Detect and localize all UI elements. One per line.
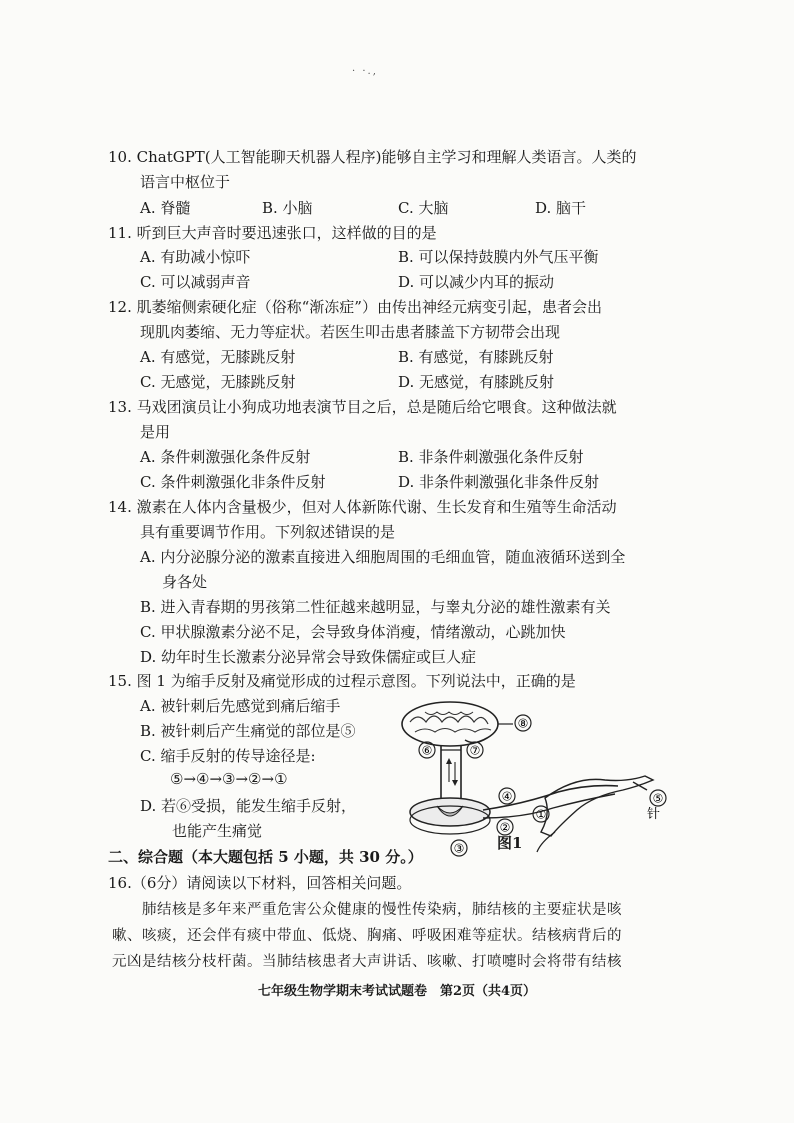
arm-illustration (537, 776, 653, 852)
q13-option-b: B. 非条件刺激强化条件反射 (398, 448, 584, 466)
q10-stem-line1: 10. ChatGPT(人工智能聊天机器人程序)能够自主学习和理解人类语言。人类的 (108, 148, 637, 166)
q10-option-c: C. 大脑 (398, 199, 449, 217)
section-2-heading: 二、综合题（本大题包括 5 小题，共 30 分。） (108, 848, 423, 866)
q16-passage-line1: 肺结核是多年来严重危害公众健康的慢性传染病，肺结核的主要症状是咳 (142, 902, 622, 918)
figure-label-7: ⑦ (469, 743, 481, 758)
page-footer: 七年级生物学期末考试试题卷 第2页（共4页） (257, 984, 537, 999)
q14-option-d: D. 幼年时生长激素分泌异常会导致侏儒症或巨人症 (140, 648, 477, 666)
figure-label-4: ④ (501, 789, 513, 804)
q13-stem-line1: 13. 马戏团演员让小狗成功地表演节目之后，总是随后给它喂食。这种做法就 (108, 398, 617, 416)
q12-option-a: A. 有感觉，无膝跳反射 (140, 348, 296, 366)
q12-option-b: B. 有感觉，有膝跳反射 (398, 348, 554, 366)
q15-stem-line1: 15. 图 1 为缩手反射及痛觉形成的过程示意图。下列说法中，正确的是 (108, 672, 576, 690)
q11-option-d: D. 可以减少内耳的振动 (398, 273, 555, 291)
q16-passage-line2: 嗽、咳痰，还会伴有痰中带血、低烧、胸痛、呼吸困难等症状。结核病背后的 (112, 928, 622, 944)
q11-option-b: B. 可以保持鼓膜内外气压平衡 (398, 248, 599, 266)
q13-option-a: A. 条件刺激强化条件反射 (140, 448, 311, 466)
spinal-cord-section (410, 798, 490, 834)
figure-label-8: ⑧ (517, 716, 529, 731)
q10-option-a: A. 脊髓 (140, 199, 191, 217)
q16-passage-line3: 元凶是结核分枝杆菌。当肺结核患者大声讲话、咳嗽、打喷嚏时会将带有结核 (112, 954, 622, 970)
q14-stem-line1: 14. 激素在人体内含量极少，但对人体新陈代谢、生长发育和生殖等生命活动 (108, 498, 617, 516)
q12-stem-line2: 现肌肉萎缩、无力等症状。若医生叩击患者膝盖下方韧带会出现 (140, 323, 561, 341)
q14-option-b: B. 进入青春期的男孩第二性征越来越明显，与睾丸分泌的雄性激素有关 (140, 598, 611, 616)
q15-option-a: A. 被针刺后先感觉到痛后缩手 (140, 697, 341, 715)
q15-option-c-line1: C. 缩手反射的传导途径是: (140, 747, 316, 765)
q13-option-d: D. 非条件刺激强化非条件反射 (398, 473, 600, 491)
q11-option-a: A. 有助减小惊吓 (140, 248, 251, 266)
q13-stem-line2: 是用 (140, 423, 171, 441)
q11-option-c: C. 可以减弱声音 (140, 273, 251, 291)
q10-option-d: D. 脑干 (535, 199, 587, 217)
needle-label: 针 (647, 807, 661, 822)
reflex-arc-figure (395, 692, 685, 857)
q13-option-c: C. 条件刺激强化非条件反射 (140, 473, 326, 491)
q15-option-c-line2: ⑤→④→③→②→① (170, 770, 288, 788)
brain-illustration (402, 702, 498, 746)
q11-stem-line1: 11. 听到巨大声音时要迅速张口，这样做的目的是 (108, 224, 437, 242)
q10-stem-line2: 语言中枢位于 (140, 173, 231, 191)
scan-specks: · ·., (352, 66, 378, 77)
q15-option-d-line1: D. 若⑥受损，能发生缩手反射， (140, 797, 357, 815)
q15-option-d-line2: 也能产生痛觉 (172, 822, 263, 840)
figure-label-1: ① (535, 807, 547, 822)
q14-option-c: C. 甲状腺激素分泌不足，会导致身体消瘦，情绪激动，心跳加快 (140, 623, 566, 641)
q14-option-a-line1: A. 内分泌腺分泌的激素直接进入细胞周围的毛细血管，随血液循环送到全 (140, 548, 626, 566)
figure-label-2: ② (499, 820, 511, 835)
q12-stem-line1: 12. 肌萎缩侧索硬化症（俗称“渐冻症”）由传出神经元病变引起，患者会出 (108, 298, 602, 316)
q12-option-c: C. 无感觉，无膝跳反射 (140, 373, 296, 391)
q12-option-d: D. 无感觉，有膝跳反射 (398, 373, 555, 391)
q15-option-b: B. 被针刺后产生痛觉的部位是⑤ (140, 722, 356, 740)
figure-label-6: ⑥ (421, 743, 433, 758)
figure-label-5: ⑤ (652, 791, 664, 806)
q14-stem-line2: 具有重要调节作用。下列叙述错误的是 (140, 523, 396, 541)
q14-option-a-line2: 身各处 (162, 573, 208, 591)
figure-caption: 图1 (497, 834, 523, 852)
figure-label-3: ③ (453, 841, 465, 856)
q16-stem: 16.（6分）请阅读以下材料，回答相关问题。 (108, 874, 412, 892)
q10-option-b: B. 小脑 (262, 199, 313, 217)
